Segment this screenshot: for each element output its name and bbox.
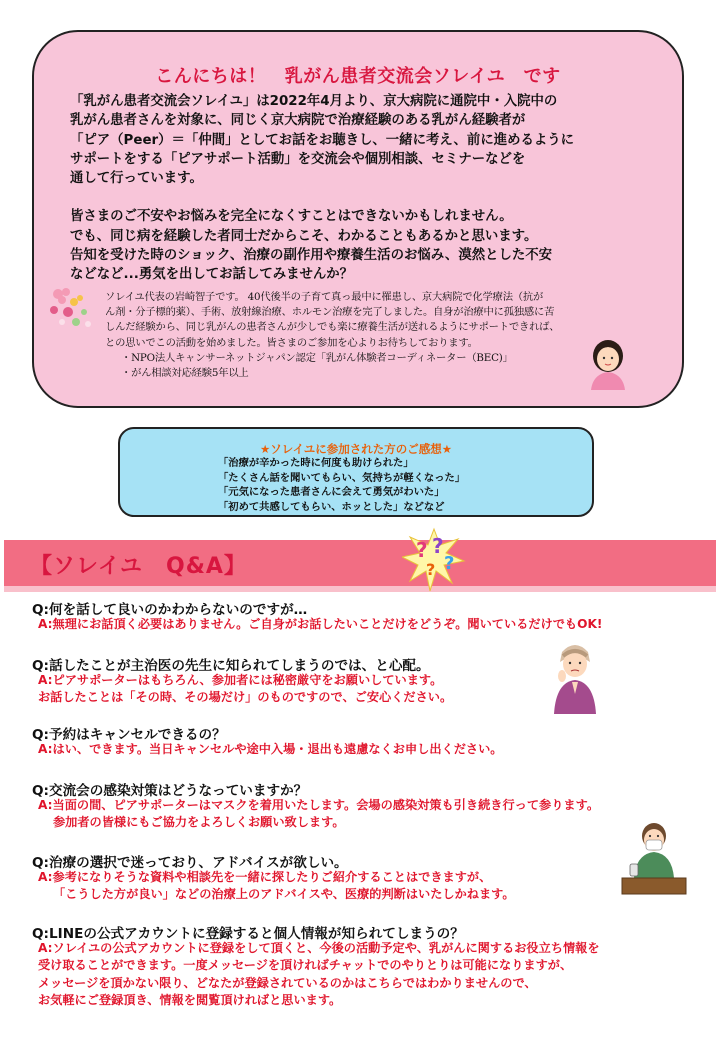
flowers-icon xyxy=(44,282,96,334)
answer-line: A:はい、できます。当日キャンセルや途中入場・退出も遠慮なくお申し出ください。 xyxy=(38,742,503,756)
answer-line: A:参考になりそうな資料や相談先を一緒に探したりご紹介することはできますが、 xyxy=(38,870,492,884)
staff-with-mask-icon xyxy=(620,818,688,896)
representative-text xyxy=(105,290,645,381)
answer-line: お話したことは「その時、その場だけ」のものですので、ご安心ください。 xyxy=(38,690,453,705)
answer-line: 受け取ることができます。一度メッセージを頂ければチャットでのやりとりは可能になりますが、 xyxy=(38,958,573,973)
feedback-title: ★ソレイユに参加された方のご感想★ xyxy=(259,442,453,456)
intro-line: 「乳がん患者交流会ソレイユ」は2022年4月より、京大病院に通院中・入院中の xyxy=(70,94,558,109)
feedback-line: 「元気になった患者さんに会えて勇気がわいた」 xyxy=(218,486,445,498)
answer-line: メッセージを頂かない限り、どなたが登録されているのかはこちらではわかりませんので、 xyxy=(38,975,537,990)
credential-line: ・がん相談対応経験5年以上 xyxy=(121,367,249,380)
answer-5 xyxy=(38,869,515,904)
svg-text:?: ? xyxy=(432,534,444,558)
answer-line: A:ソレイユの公式アカウントに登録をして頂くと、今後の活動予定や、乳がんに関するお役立ち情報を xyxy=(38,941,600,955)
qa-header-underline xyxy=(4,586,716,592)
intro-text xyxy=(70,92,670,285)
intro-line: でも、同じ病を経験した者同士だからこそ、わかることもあるかと思います。 xyxy=(70,228,538,244)
intro-line: サポートをする「ピアサポート活動」を交流会や個別相談、セミナーなどを xyxy=(70,151,526,167)
answer-line: A:無理にお話頂く必要はありません。ご自身がお話したいことだけをどうぞ。聞いているだけでもOK! xyxy=(38,617,603,631)
feedback-list xyxy=(218,456,465,514)
rep-line: との思いでこの活動を始めました。皆さまのご参加を心よりお待ちしております。 xyxy=(105,336,478,349)
representative-avatar-icon xyxy=(583,336,633,390)
feedback-line: 「治療が辛かった時に何度も助けられた」 xyxy=(218,457,414,469)
rep-line: しんだ経験から、同じ乳がんの患者さんが少しでも楽に療養生活が送れるようにサポートできれば、 xyxy=(105,321,560,334)
svg-text:?: ? xyxy=(416,538,428,562)
answer-line: 参加者の皆様にもご協力をよろしくお願い致します。 xyxy=(53,815,345,830)
rep-line: ソレイユ代表の岩崎智子です。 40代後半の子育て真っ最中に罹患し、京大病院で化学療法（抗が xyxy=(105,291,544,303)
answer-2 xyxy=(38,672,452,707)
intro-title: こんにちは！ 乳がん患者交流会ソレイユ です xyxy=(155,66,561,87)
intro-line: 乳がん患者さんを対象に、同じく京大病院で治療経験のある乳がん経験者が xyxy=(70,113,526,129)
svg-text:?: ? xyxy=(426,560,436,579)
intro-line: 「ピア（Peer）＝「仲間」としてお話をお聴きし、一緒に考え、前に進めるように xyxy=(70,132,575,148)
question-2: Q:話したことが主治医の先生に知られてしまうのでは、と心配。 xyxy=(32,658,430,674)
worried-woman-icon xyxy=(550,638,600,714)
qa-header-title: 【ソレイユ Q&A】 xyxy=(30,554,247,579)
answer-6 xyxy=(38,940,600,1010)
answer-line: 「こうした方が良い」などの治療上のアドバイスや、医療的判断はいたしかねます。 xyxy=(53,887,515,902)
answer-3 xyxy=(38,741,503,758)
answer-line: A:ピアサポーターはもちろん、参加者には秘密厳守をお願いしています。 xyxy=(38,673,443,687)
rep-line: ん剤・分子標的薬）、手術、放射線治療、ホルモン治療を完了しました。自身が治療中に孤独感に苦 xyxy=(105,306,555,319)
feedback-line: 「たくさん話を聞いてもらい、気持ちが軽くなった」 xyxy=(218,471,466,484)
answer-1 xyxy=(38,616,602,633)
question-4: Q:交流会の感染対策はどうなっていますか？ xyxy=(32,783,308,799)
svg-text:?: ? xyxy=(444,553,455,574)
intro-line: などなど...勇気を出してお話してみませんか？ xyxy=(70,267,354,283)
answer-4 xyxy=(38,797,599,832)
question-1: Q:何を話して良いのかわからないのですが… xyxy=(32,602,308,618)
question-marks-icon xyxy=(402,527,466,593)
answer-line: お気軽にご登録頂き、情報を閲覧頂ければと思います。 xyxy=(38,993,342,1008)
credential-line: ・NPO法人キャンサーネットジャパン認定「乳がん体験者コーディネーター（BEC)」 xyxy=(121,351,513,364)
answer-line: A:当面の間、ピアサポーターはマスクを着用いたします。会場の感染対策も引き続き行って参ります。 xyxy=(38,798,600,812)
question-5: Q:治療の選択で迷っており、アドバイスが欲しい。 xyxy=(32,855,348,871)
feedback-line: 「初めて共感してもらい、ホッとした」などなど xyxy=(218,500,445,513)
intro-line: 通して行っています。 xyxy=(70,171,203,187)
question-3: Q:予約はキャンセルできるの？ xyxy=(32,727,226,743)
intro-line: 告知を受けた時のショック、治療の副作用や療養生活のお悩み、漠然とした不安 xyxy=(70,248,553,264)
feedback-box xyxy=(118,427,594,517)
question-6: Q:LINEの公式アカウントに登録すると個人情報が知られてしまうの？ xyxy=(32,926,464,942)
intro-line: 皆さまのご不安やお悩みを完全になくすことはできないかもしれません。 xyxy=(70,209,513,225)
